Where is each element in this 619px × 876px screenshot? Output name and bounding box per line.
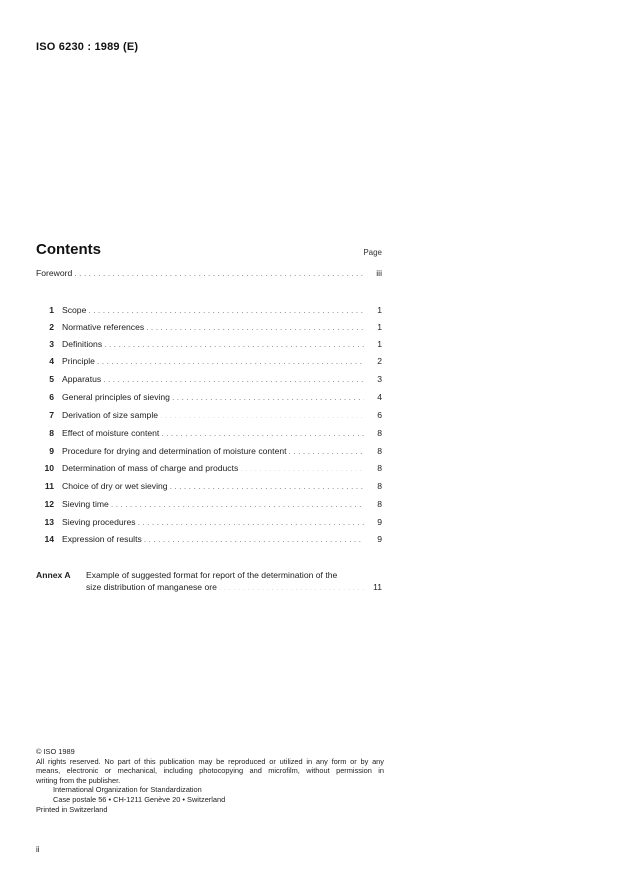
rights-line-2: means, electronic or mechanical, including photocopying and microfilm, without permission in — [36, 766, 384, 776]
annex-page: 11 — [373, 582, 382, 592]
organization-address: Case postale 56 • CH-1211 Genève 20 • Switzerland — [53, 794, 226, 804]
toc-entry-title: Determination of mass of charge and products — [62, 463, 239, 473]
toc-entry-number: 2 — [49, 322, 54, 332]
toc-entry[interactable] — [36, 480, 382, 492]
toc-entry[interactable] — [36, 373, 382, 385]
toc-entry-number: 9 — [49, 446, 54, 456]
toc-entry[interactable] — [36, 321, 382, 333]
document-id: ISO 6230 : 1989 (E) — [36, 41, 139, 53]
toc-entry-title: Effect of moisture content — [62, 428, 160, 438]
leader-dots — [146, 321, 364, 333]
toc-entry-annex-a[interactable] — [36, 569, 382, 593]
toc-entry-number: 13 — [44, 517, 54, 527]
toc-entry-page: 6 — [377, 410, 382, 420]
toc-entry-number: 4 — [49, 356, 54, 366]
toc-entry-number: 5 — [49, 374, 54, 384]
toc-entry-page: 1 — [377, 305, 382, 315]
toc-entry-title: Normative references — [62, 322, 145, 332]
leader-dots — [160, 409, 364, 421]
toc-entry[interactable] — [36, 391, 382, 403]
toc-entry-foreword[interactable] — [36, 267, 382, 279]
annex-label: Annex A — [36, 570, 71, 580]
toc-entry-page: 1 — [377, 322, 382, 332]
toc-entry[interactable] — [36, 304, 382, 316]
toc-entry[interactable] — [36, 427, 382, 439]
annex-title-line1: Example of suggested format for report of the determination of the — [86, 570, 338, 580]
toc-entry[interactable] — [36, 533, 382, 545]
toc-entry-number: 12 — [44, 499, 54, 509]
page-column-label: Page — [363, 248, 382, 257]
toc-entry-page: 8 — [377, 446, 382, 456]
page-number: ii — [36, 845, 40, 854]
toc-entry-page: 9 — [377, 517, 382, 527]
toc-entry-number: 7 — [49, 410, 54, 420]
toc-entry[interactable] — [36, 462, 382, 474]
leader-dots — [74, 267, 364, 279]
toc-entry-page: 2 — [377, 356, 382, 366]
toc-entry-number: 3 — [49, 339, 54, 349]
toc-entry-page: 8 — [377, 499, 382, 509]
toc-entry[interactable] — [36, 445, 382, 457]
toc-entry[interactable] — [36, 338, 382, 350]
toc-entry-title: Scope — [62, 305, 87, 315]
toc-entry-page: 8 — [377, 463, 382, 473]
toc-entry-title: Foreword — [36, 268, 73, 278]
toc-entry-title: Choice of dry or wet sieving — [62, 481, 168, 491]
rights-line-1: All rights reserved. No part of this publication may be reproduced or utilized in any form or by any — [36, 756, 384, 766]
toc-entry-number: 14 — [44, 534, 54, 544]
copyright-line: © ISO 1989 — [36, 747, 75, 756]
leader-dots — [104, 338, 364, 350]
leader-dots — [97, 355, 364, 367]
toc-entry-title: Sieving procedures — [62, 517, 136, 527]
toc-entry-page: 8 — [377, 428, 382, 438]
organization-name: International Organization for Standardization — [53, 785, 202, 795]
toc-entry-title: Principle — [62, 356, 95, 366]
toc-entry-number: 10 — [44, 463, 54, 473]
toc-entry-page: 9 — [377, 534, 382, 544]
toc-entry-title: Procedure for drying and determination of moisture content — [62, 446, 287, 456]
toc-entry-title: Derivation of size sample — [62, 410, 159, 420]
toc-entry[interactable] — [36, 498, 382, 510]
toc-entry-page: 4 — [377, 392, 382, 402]
annex-title-line2: size distribution of manganese ore — [86, 582, 217, 592]
toc-entry[interactable] — [36, 355, 382, 367]
leader-dots — [289, 445, 364, 457]
toc-entry-page: 3 — [377, 374, 382, 384]
toc-entry-title: Sieving time — [62, 499, 109, 509]
toc-entry-page: 1 — [377, 339, 382, 349]
printed-in: Printed in Switzerland — [36, 804, 108, 814]
rights-line-3: writing from the publisher. — [36, 775, 121, 785]
toc-entry-number: 8 — [49, 428, 54, 438]
toc-entry-title: Expression of results — [62, 534, 142, 544]
leader-dots — [103, 373, 364, 385]
copyright-notice — [36, 747, 384, 814]
toc-entry-number: 1 — [49, 305, 54, 315]
toc-entry-title: General principles of sieving — [62, 392, 170, 402]
contents-heading: Contents — [36, 241, 101, 258]
toc-entry[interactable] — [36, 409, 382, 421]
toc-entry-number: 11 — [44, 481, 54, 491]
leader-dots — [161, 427, 364, 439]
leader-dots — [219, 581, 364, 593]
leader-dots — [240, 462, 364, 474]
toc-entry-title: Apparatus — [62, 374, 102, 384]
toc-entry-page: iii — [376, 268, 382, 278]
leader-dots — [111, 498, 364, 510]
toc-entry-title: Definitions — [62, 339, 103, 349]
leader-dots — [138, 516, 364, 528]
leader-dots — [144, 533, 364, 545]
leader-dots — [172, 391, 364, 403]
leader-dots — [88, 304, 364, 316]
toc-entry-page: 8 — [377, 481, 382, 491]
annex-title-line2-row — [86, 581, 382, 593]
toc-entry[interactable] — [36, 516, 382, 528]
leader-dots — [170, 480, 364, 492]
toc-entry-number: 6 — [49, 392, 54, 402]
